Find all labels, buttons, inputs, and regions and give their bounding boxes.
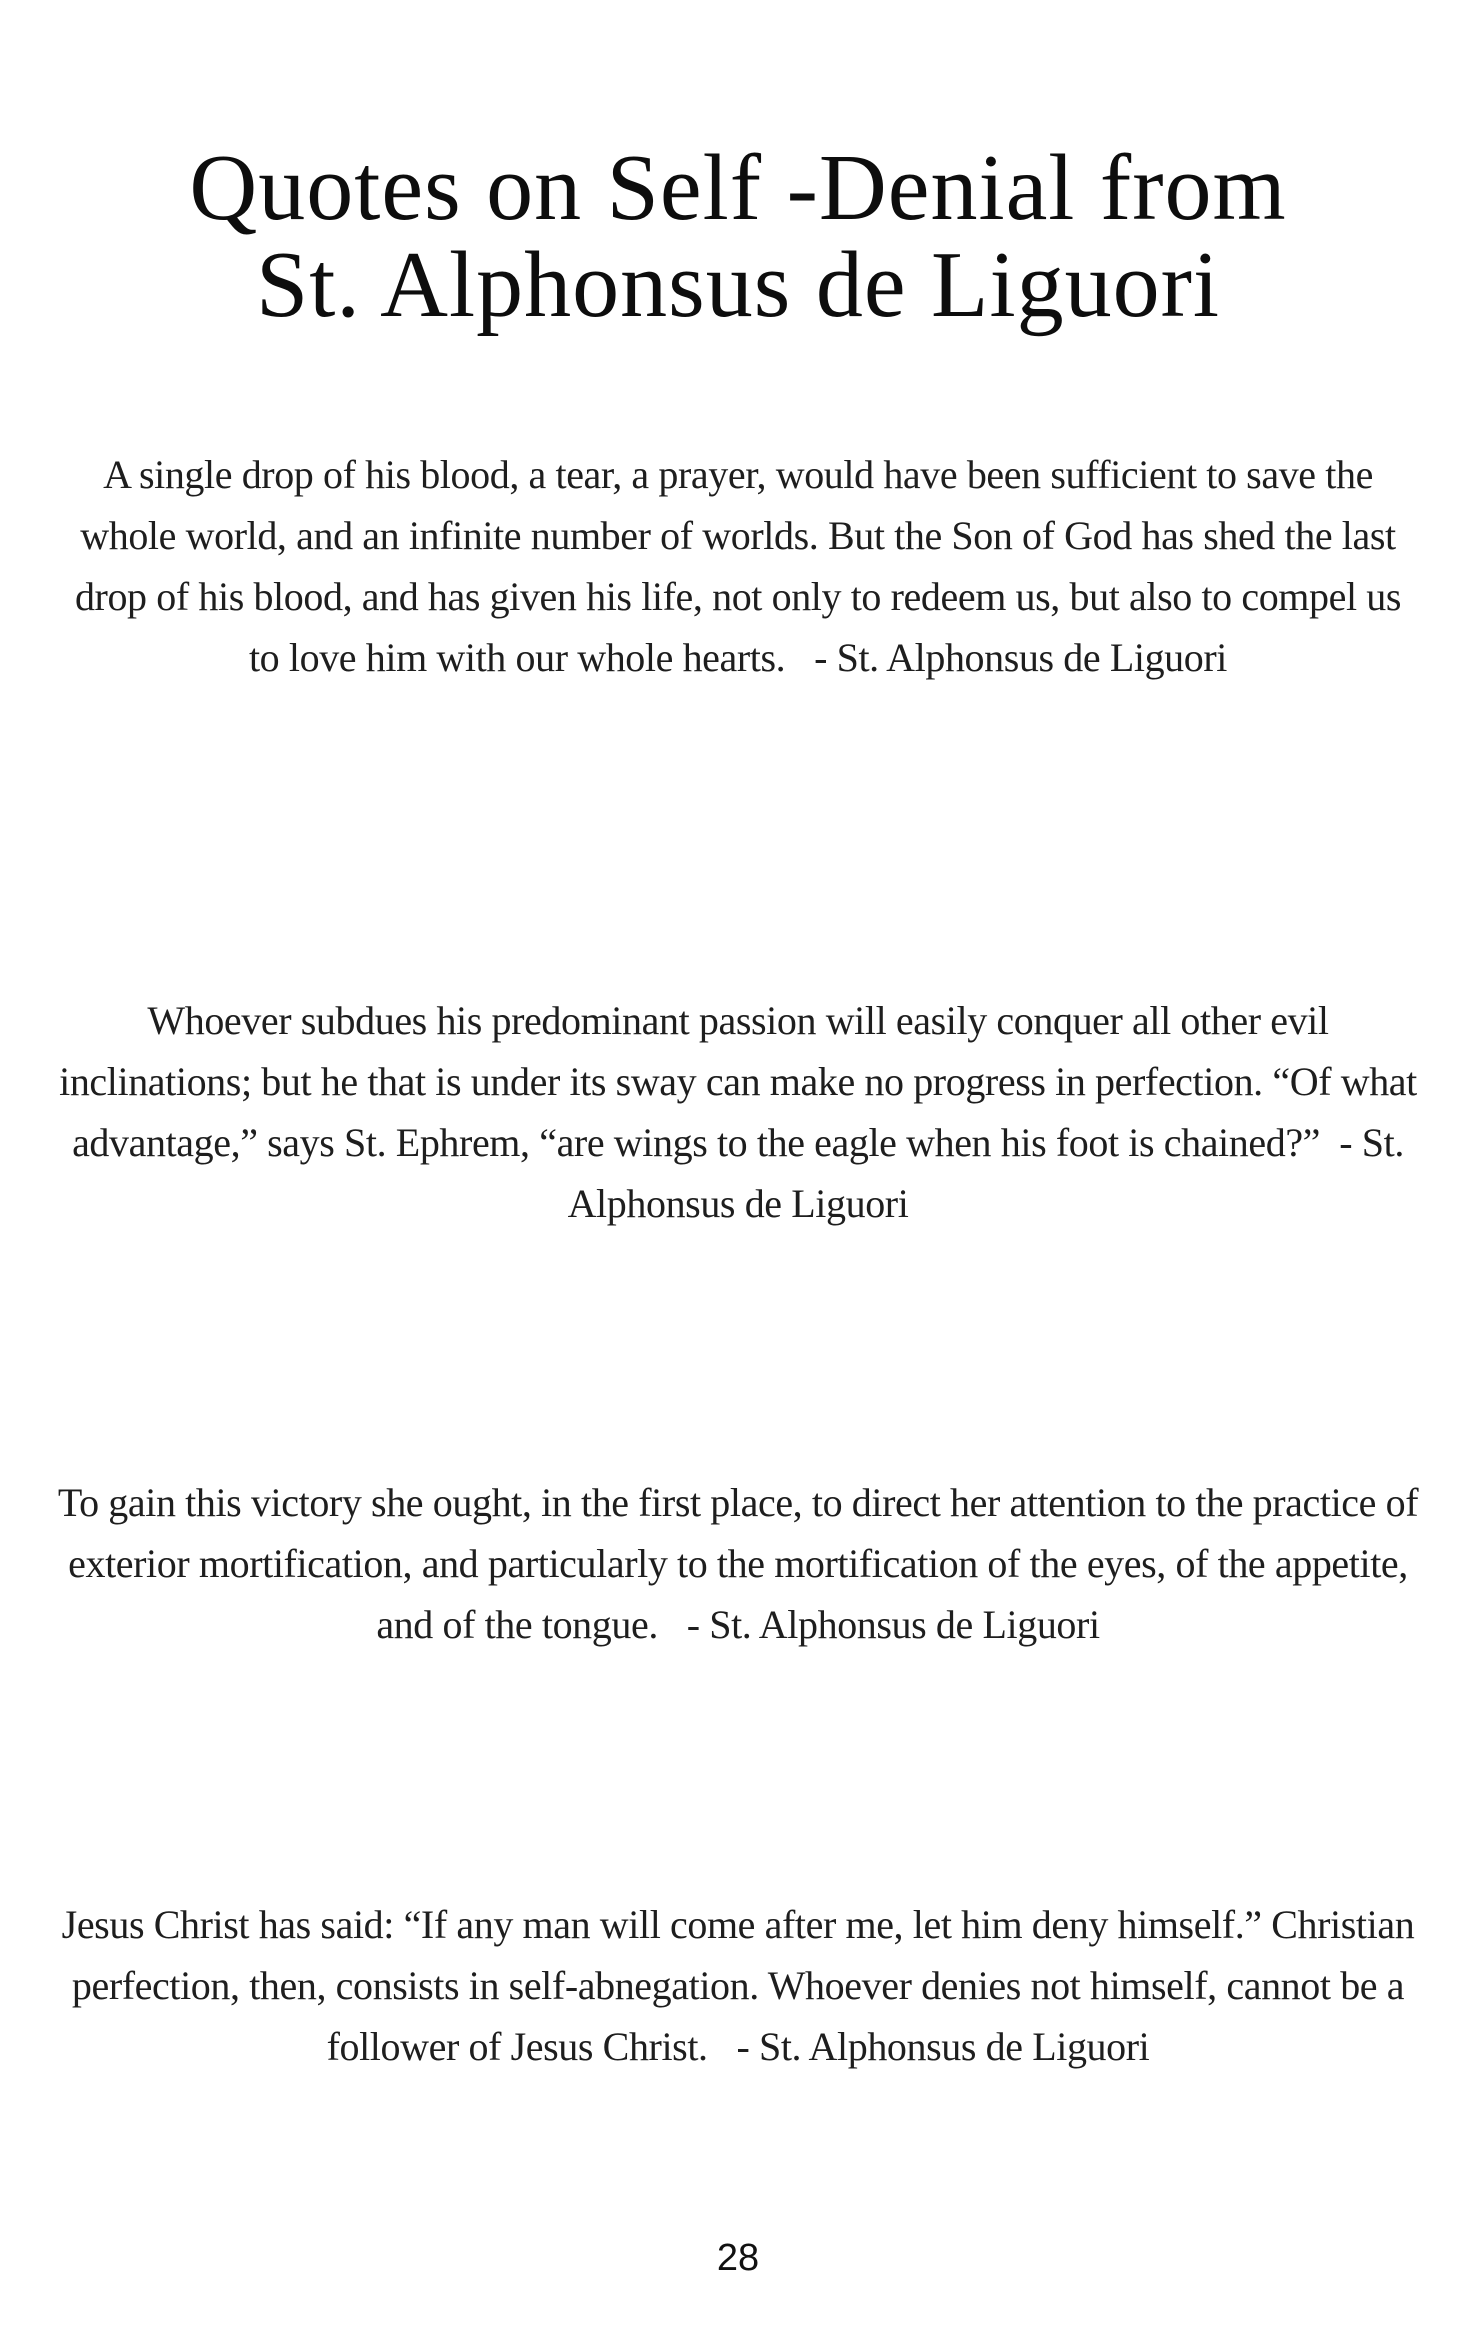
page-title [0,136,1476,337]
quote-paragraph-1: A single drop of his blood, a tear, a prayer, would have been sufficient to save the whole world, and an infinite number of worlds. But the Son of God has shed the last drop of his blood, and has given his life, not only to redeem us, but also to compel us to love him with our whole hearts. - St. Alphonsus de Liguori [74,452,1411,680]
quote-paragraph-2: Whoever subdues his predominant passion will easily conquer all other evil inclinations; but he that is under its sway can make no progress in perfection. “Of what advantage,” says St. Ephrem, “are wings to the eagle when his foot is chained?” - St. Alphonsus de Liguori [59,998,1427,1226]
quote-paragraph-3: To gain this victory she ought, in the first place, to direct her attention to the practice of exterior mortification, and particularly to the mortification of the eyes, of the appetite, and of the tongue. - St. Alphonsus de Liguori [57,1480,1428,1647]
page-number: 28 [716,2237,760,2279]
quote-paragraph-4: Jesus Christ has said: “If any man will come after me, let him deny himself.” Christian perfection, then, consists in self-abnegation. Whoever denies not himself, cannot be a follower of Jesus Christ. - St. Alphonsus de Liguori [61,1902,1424,2069]
title-line-2: St. Alphonsus de Liguori [255,233,1221,337]
title-line-1: Quotes on Self -Denial from [189,136,1287,240]
